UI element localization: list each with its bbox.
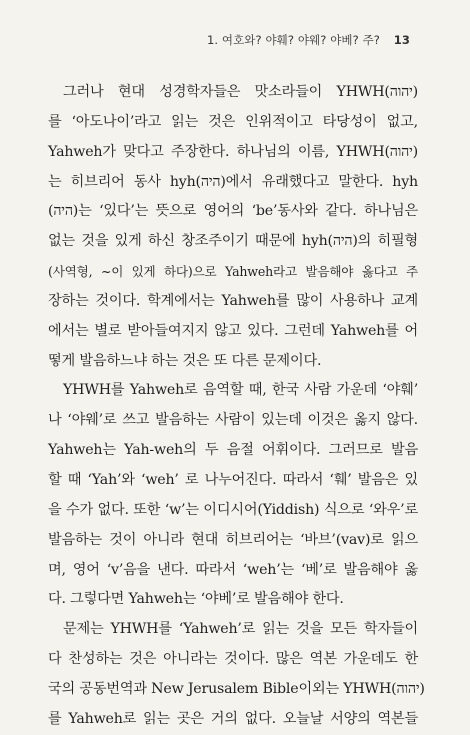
- text-line: 발음하는 것이 아니라 현대 히브리어는 ‘바브’(vav)로 읽으: [48, 531, 418, 548]
- body-text: [48, 78, 425, 735]
- paragraph-2: [48, 376, 418, 615]
- text-line: (היה)는 ‘있다’는 뜻으로 영어의 ‘be’동사와 같다. 하나님은: [48, 203, 418, 220]
- text-line: 할 때 ‘Yah’와 ‘weh’ 로 나누어진다. 따라서 ‘훼’ 발음은 있: [48, 471, 418, 488]
- text-line: 에서는 별로 받아들여지지 않고 있다. 그런데 Yahweh를 어: [48, 322, 418, 339]
- text-line: 장하는 것이다. 학계에서는 Yahweh를 많이 사용하나 교계: [48, 292, 418, 309]
- running-header: [207, 32, 410, 48]
- text-line: 며, 영어 ‘v’음을 낸다. 따라서 ‘weh’는 ‘베’로 발음해야 옳: [48, 561, 418, 578]
- text-line: 다. 그렇다면 Yahweh는 ‘야베’로 발음해야 한다.: [48, 591, 344, 608]
- text-line: 나 ‘야웨’로 쓰고 발음하는 사람이 있는데 이것은 옳지 않다.: [48, 412, 418, 429]
- text-line: 를 ‘아도나이’라고 읽는 것은 인위적이고 타당성이 없고,: [48, 113, 418, 130]
- text-line: 떻게 발음하느냐 하는 것은 또 다른 문제이다.: [48, 352, 322, 369]
- text-line: 국의 공동번역과 New Jerusalem Bible이외는 YHWH(יהוה): [48, 680, 425, 697]
- paragraph-1: [48, 78, 418, 376]
- text-line: 그러나 현대 성경학자들은 맛소라들이 YHWH(יהוה): [63, 84, 418, 100]
- text-line: 는 히브리어 동사 hyh(היה)에서 유래했다고 말한다. hyh: [48, 173, 418, 190]
- text-line: YHWH를 Yahweh로 음역할 때, 한국 사람 가운데 ‘야훼’: [63, 382, 418, 399]
- text-line: 문제는 YHWH를 ‘Yahweh’로 읽는 것을 모든 학자들이: [63, 621, 418, 638]
- text-line: Yahweh가 맞다고 주장한다. 하나님의 이름, YHWH(יהוה): [48, 143, 418, 160]
- text-line: 을 수가 없다. 또한 ‘w’는 이디시어(Yiddish) 식으로 ‘와우’로: [48, 501, 418, 518]
- text-line: Yahweh는 Yah-weh의 두 음절 어휘이다. 그러므로 발음: [48, 442, 418, 459]
- text-line: 를 Yahweh로 읽는 곳은 거의 없다. 오늘날 서양의 역본들: [48, 710, 418, 727]
- text-line: 다 찬성하는 것은 아니라는 것이다. 많은 역본 가운데도 한: [48, 651, 418, 668]
- page-number: 13: [393, 33, 410, 47]
- paragraph-3: [48, 615, 425, 734]
- chapter-title: 1. 여호와? 야훼? 야웨? 야베? 주?: [206, 33, 381, 47]
- text-line: 없는 것을 있게 하신 창조주이기 때문에 hyh(היה)의 히필형: [48, 233, 418, 250]
- text-line: (사역형, ~이 있게 하다)으로 Yahweh라고 발음해야 옳다고 주: [48, 264, 418, 280]
